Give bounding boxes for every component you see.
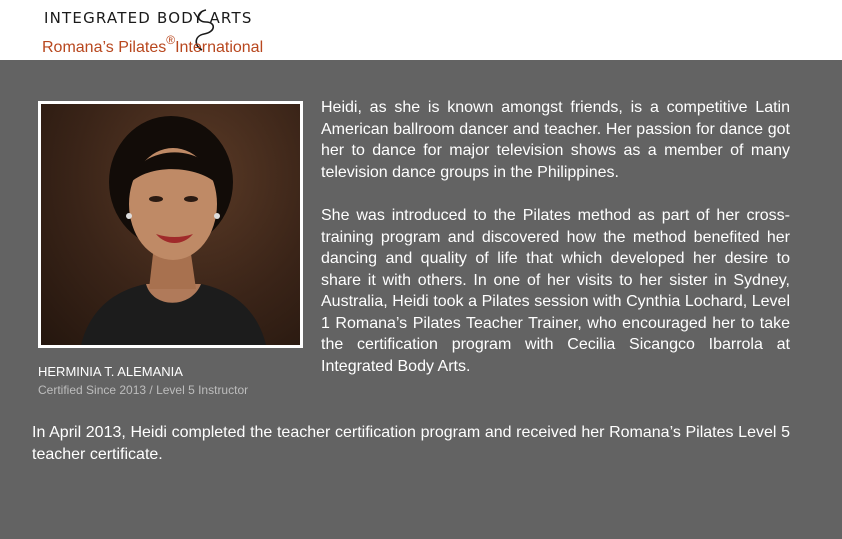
- logo-tagline: [42, 33, 263, 57]
- logo-tagline-suffix: International: [175, 39, 264, 56]
- registered-mark: ®: [166, 33, 176, 47]
- instructor-certification: Certified Since 2013 / Level 5 Instructor: [38, 383, 249, 397]
- profile-photo: [41, 104, 300, 345]
- bio-paragraph-2: She was introduced to the Pilates method as part of her cross-training program and discovered how the method benefited her dancing and quality of life that which developed her desire to share it with others. In one of her visits to her sister in Sydney, Australia, Heidi took a Pilates session with Cynthia Lochard, Level 1 Romana’s Pilates Teacher Trainer, who encouraged her to take the certification program with Cecilia Sicangco Ibarrola at Integrated Body Arts.: [321, 207, 790, 375]
- profile-photo-frame: [38, 101, 303, 348]
- logo-tagline-brand: Romana’s Pilates: [42, 39, 167, 56]
- portrait-photo-icon: [41, 104, 300, 345]
- instructor-name: HERMINIA T. ALEMANIA: [38, 364, 183, 379]
- bio-paragraph-1: Heidi, as she is known amongst friends, is a competitive Latin American ballroom dancer and teacher. Her passion for dance got her to dance for major television shows as a member of many television dance groups in the Philippines.: [321, 99, 790, 181]
- site-header: [0, 0, 842, 60]
- bio-paragraph-3: In April 2013, Heidi completed the teacher certification program and received her Romana’s Pilates Level 5 teacher certificate.: [32, 424, 790, 463]
- logo-wordmark[interactable]: INTEGRATED BODY ARTS: [44, 9, 253, 27]
